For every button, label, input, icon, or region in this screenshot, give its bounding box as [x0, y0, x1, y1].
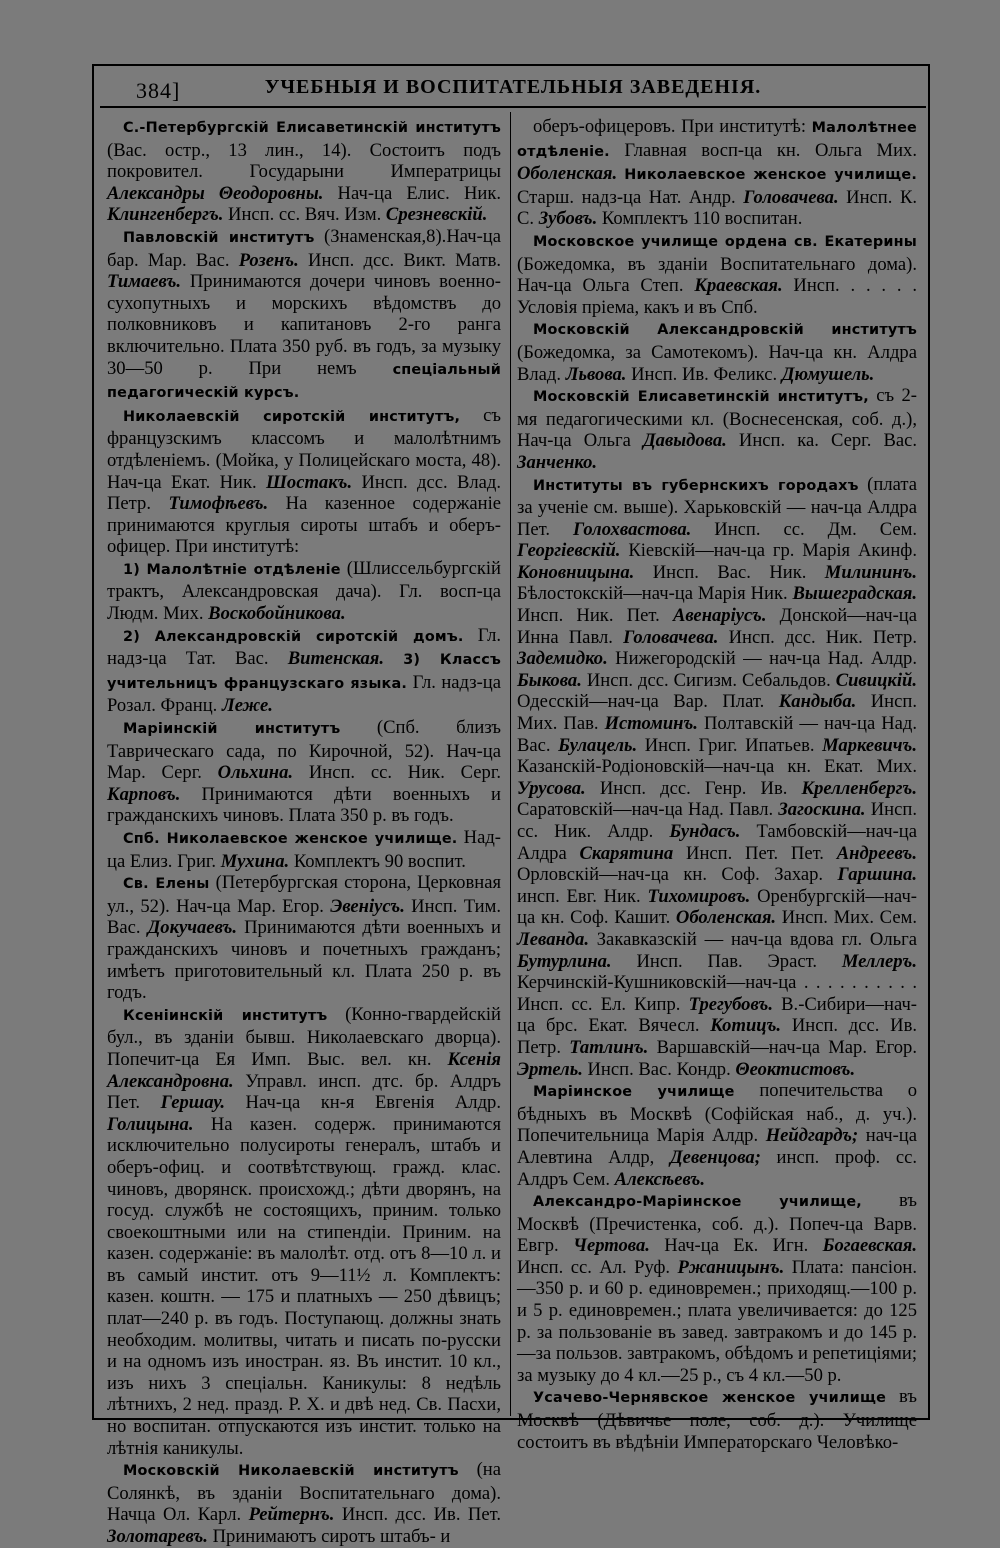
entry-heading: Павловскій институтъ	[123, 229, 315, 246]
person-name: Леванда.	[517, 928, 589, 950]
entry-text: Принимаются дочери чиновъ военно-сухопутныхъ и морскихъ вѣдомствъ до полковниковъ и капитановъ 2-го ранга включительно. Плата 350 руб. въ годъ, за музыку 30—50 р. При немъ	[107, 271, 501, 379]
person-name: Задемидко.	[517, 648, 608, 670]
person-name: Оболенская.	[675, 907, 777, 929]
person-name: Леже.	[221, 695, 273, 717]
entry-text: (Знаменская,8).Нач-ца бар. Мар. Вас.	[107, 225, 501, 271]
person-name: Георгіевскій.	[517, 540, 621, 562]
person-name: Мухина.	[220, 850, 290, 872]
entry-text: Оренбургскій—нач-ца кн. Соф. Кашит.	[517, 885, 917, 929]
entry-text: Инсп. Григ. Ипатьев.	[637, 734, 823, 756]
entry-text: Принимаютъ сиротъ штабъ- и	[207, 1526, 451, 1547]
entry-heading: Николаевскій сиротскій институтъ,	[123, 408, 461, 425]
person-name: Крелленбергъ.	[801, 777, 917, 799]
entry-text: Инсп. ка. Серг. Вас.	[726, 430, 918, 452]
person-name: Карповъ.	[107, 783, 181, 805]
person-name: Розенъ.	[238, 249, 299, 271]
entry-text: съ 2-мя педагогическими кл. (Воснесенская, соб. д.), Нач-ца Ольга	[517, 385, 917, 452]
person-name: Бундасъ.	[669, 821, 741, 842]
entry-heading: 3) Классъ учительницъ французскаго языка.	[107, 652, 501, 692]
column-divider	[510, 112, 511, 1416]
entry	[107, 405, 501, 558]
entry	[107, 827, 501, 872]
entry	[107, 226, 501, 405]
entry-heading: Московское училище ордена св. Екатерины	[533, 233, 917, 250]
entry-text: Инсп. сс. Дм. Сем.	[691, 518, 917, 540]
entry-text: Одесскій—нач-ца Вар. Плат.	[517, 691, 779, 713]
person-name: Меллеръ.	[841, 950, 917, 972]
entry-heading: Малолѣтнее отдѣленіе.	[517, 120, 917, 160]
person-name: Коновницына.	[517, 561, 635, 583]
entry-text: Саратовскій—нач-ца Над. Павл.	[517, 799, 779, 821]
entry-text: Инсп. дсс. Ник. Петр.	[718, 626, 917, 648]
entry-heading: 2) Александровскій сиротскій домъ.	[123, 628, 464, 645]
entry-text: въ Москвѣ (Пречистенка, соб. д.). Попеч-ца Варв. Евгр.	[517, 1190, 917, 1257]
entry-text: Инсп. сс. Ал. Руф.	[517, 1256, 678, 1278]
entry-text: В.-Сибири—нач-ца брс. Екат. Вячесл.	[517, 993, 917, 1037]
person-name: Кандыба.	[778, 691, 857, 713]
person-name: Ольхина.	[217, 762, 294, 784]
left-column	[107, 116, 502, 1547]
entry	[107, 558, 501, 625]
person-name: Бутурлина.	[517, 950, 612, 972]
entry-text: Инсп. дсс. Ив. Пет.	[334, 1504, 501, 1526]
entry	[517, 385, 917, 473]
entry-heading: Усачево-Чернявское женское училище	[533, 1390, 887, 1407]
entry	[107, 1459, 501, 1547]
person-name: Девенцова;	[669, 1146, 761, 1168]
person-name: Татлинъ.	[569, 1036, 649, 1058]
person-name: Быкова.	[517, 669, 582, 691]
entry-text: Над-ца Елиз. Григ.	[107, 827, 501, 872]
entry-text: Гл. надз-ца Тат. Вас.	[107, 624, 501, 670]
person-name: Авенаріусъ.	[672, 605, 767, 627]
entry-text: Инсп. Пав. Эраст.	[611, 950, 842, 972]
person-name: Эртель.	[517, 1058, 583, 1080]
person-name: Милининъ.	[824, 561, 917, 583]
entry-text: (Шлиссельбургскій трактъ, Александровская дача). Гл. восп-ца Людм. Мих.	[107, 557, 501, 625]
entry	[517, 1386, 917, 1453]
entry-text: Инсп. Мих. Пав.	[517, 691, 917, 735]
person-name: Занченко.	[517, 451, 598, 473]
entry-heading: Александро-Маріинское училище,	[533, 1194, 862, 1211]
entry-text: (Петербургская сторона, Церковная ул., 52). Нач-ца Мар. Егор.	[107, 872, 501, 917]
entry-text: оберъ-офицеровъ. При институтѣ:	[533, 116, 812, 137]
entry-text: Старш. надз-ца Нат. Андр.	[517, 186, 744, 208]
entry-text: Управл. инсп. дтс. бр. Алдръ Пет.	[107, 1070, 501, 1114]
entry-heading: Ксеніинскій институтъ	[123, 1007, 328, 1024]
person-name: Головачева.	[743, 186, 839, 208]
entry-heading: Московскій Елисаветинскій институтъ,	[533, 389, 869, 406]
person-name: Ржаницынъ.	[677, 1256, 785, 1278]
entry-text: Инсп. дсс. Генр. Ив.	[585, 777, 802, 799]
entry-text: Комплектъ 90 воспит.	[289, 850, 466, 872]
entry-heading: С.-Петербургскій Елисаветинскій институтъ	[123, 120, 501, 136]
person-name: Андреевъ.	[836, 842, 917, 864]
entry	[107, 1004, 501, 1459]
person-name: Рейтернъ.	[248, 1504, 335, 1526]
entry-text: Донской—нач-ца Инна Павл.	[517, 605, 918, 648]
person-name: Чертова.	[573, 1235, 650, 1257]
entry-text: Тамбовскій—нач-ца Алдра	[517, 821, 917, 864]
entry	[517, 1190, 917, 1386]
person-name: Золотаревъ.	[107, 1526, 208, 1547]
entry-text: (Конно-гвардейскій бул., въ зданіи бывш. Николаевскаго дворца). Попечит-ца Ея Имп. Выс. вел. кн.	[107, 1003, 501, 1070]
person-name: Вышеградская.	[792, 583, 917, 605]
entry-text: (на Солянкѣ, въ зданіи Воспитательнаго дома). Начца Ол. Карл.	[107, 1459, 502, 1526]
entry-text: Инсп. Пет. Пет.	[673, 842, 837, 864]
person-name: Голицына.	[107, 1113, 194, 1135]
entry-text: Полтавскій — нач-ца Над. Вас.	[517, 713, 917, 756]
person-name: Алексѣевъ.	[614, 1168, 705, 1190]
entry-text: Принимаются дѣти военныхъ и гражданскихъ чиновъ. Плата 350 р. въ годъ.	[107, 783, 501, 827]
entry-text: (Спб. близъ Таврическаго сада, по Кирочной, 52). Нач-ца Мар. Серг.	[107, 717, 501, 784]
entry	[517, 116, 917, 230]
entry-text: (плата за ученіе см. выше). Харьковскій — нач-ца Алдра Пет.	[517, 473, 917, 540]
person-name: Головачева.	[623, 626, 719, 648]
person-name: Булацель.	[558, 734, 638, 756]
person-name: Шостакъ.	[265, 471, 353, 493]
entry	[517, 230, 917, 318]
entry-text: Плата: пансіон.—350 р. и 60 р. единовремен.; приходящ.—100 р. и 5 р. единовремен.; плата увеличивается: до 125 р. за пользованіе въ завед. завтракомъ и до 145 р.—за пользов. завтракомъ, обѣдомъ и репетиціями; за музыку до 4 кл.—25 р., съ 4 кл.—50 р.	[517, 1256, 918, 1386]
entry-text: Инсп. дсс. Ив. Петр.	[517, 1015, 917, 1058]
entry-text: Инсп. Ник. Пет.	[517, 605, 673, 627]
entry-text: Инсп. Вас. Ник.	[634, 561, 825, 583]
person-name: Трегубовъ.	[688, 993, 773, 1015]
entry	[107, 872, 501, 1004]
entry-heading: Институты въ губернскихъ городахъ	[533, 477, 859, 494]
entry-text: Варшавскій—нач-ца Мар. Егор.	[648, 1036, 917, 1058]
entry-text: въ Москвѣ (Дѣвичье поле, соб. д.). Училище состоитъ въ вѣдѣніи Императорскаго Человѣко-	[517, 1386, 917, 1453]
person-name: Тихомировъ.	[647, 885, 751, 907]
entry-heading: Св. Елены	[123, 876, 210, 893]
entry-text: Инсп. Вас. Кондр.	[582, 1058, 736, 1080]
person-name: Гершау.	[160, 1092, 226, 1114]
person-name: Сивицкій.	[835, 669, 917, 691]
entry-text: На казенное содержаніе принимаются круглыя сироты штабъ и оберъ-офицер. При институтѣ:	[107, 493, 501, 558]
person-name: Истоминъ.	[604, 713, 698, 735]
person-name: Краевская.	[694, 275, 783, 297]
entry-heading: 1) Малолѣтніе отдѣленіе	[123, 561, 341, 578]
person-name: Нейдгардъ;	[765, 1125, 859, 1147]
entry-text: попечительства о бѣдныхъ въ Москвѣ (Софійская наб., д. уч.). Попечительница Марія Алдр.	[517, 1080, 917, 1147]
entry-text: Казанскій-Родіоновскій—нач-ца кн. Екат. Мих.	[517, 756, 917, 778]
entry-text: Инсп. сс. Ник. Серг.	[293, 762, 501, 784]
page-number: 384]	[136, 78, 181, 103]
entry-text: Инсп. дсс. Сигизм. Себальдов.	[581, 669, 836, 691]
person-name: Θеоктистовъ.	[735, 1058, 856, 1080]
person-name: Богаевская.	[822, 1235, 917, 1257]
person-name: Докучаевъ.	[147, 917, 238, 939]
entry-text: Кіевскій—нач-ца гр. Марія Акинф.	[620, 540, 917, 562]
entry-heading: Московскій Николаевскій институтъ	[123, 1463, 459, 1480]
person-name: Срезневскій.	[385, 204, 488, 226]
entry-heading: спеціальный педагогическій курсъ.	[107, 361, 501, 402]
entry	[517, 1080, 917, 1190]
entry-text: Нач-ца Елис. Ник.	[323, 182, 502, 204]
person-name: Загоскина.	[778, 799, 866, 821]
entry-text: Керчинскій-Кушниковскій—нач-ца . . . . . . . . . . Инсп. сс. Ел. Кипр.	[517, 972, 917, 1015]
entry-text: Нач-ца Ек. Игн.	[649, 1235, 823, 1257]
entry-text: инсп. Евг. Ник.	[517, 885, 648, 907]
entry-text: Инсп. Тим. Вас.	[107, 895, 501, 939]
person-name: Давыдова.	[642, 430, 727, 452]
person-name: Тимаевъ.	[107, 271, 182, 293]
entry-text: Инсп. сс. Вяч. Изм.	[223, 204, 386, 226]
entry	[107, 116, 501, 226]
person-name: Дюмушель.	[781, 363, 875, 385]
entry-text: (Божедомка, въ зданіи Воспитательнаго дома). Нач-ца Ольга Степ.	[517, 253, 917, 297]
entry-heading: Московскій Александровскій институтъ	[533, 322, 917, 339]
person-name: Тимофѣевъ.	[168, 493, 269, 515]
person-name: Клингенбергъ.	[107, 204, 224, 226]
entry-text: Инсп. сс. Ник. Алдр.	[517, 799, 917, 842]
entry-text: Инсп. Мих. Сем.	[776, 907, 917, 929]
person-name: Маркевичъ.	[822, 734, 917, 756]
entry-text: (Вас. остр., 13 лин., 14). Состоитъ подъ покровител. Государыни Императрицы	[107, 139, 501, 183]
person-name: Котицъ.	[710, 1015, 782, 1037]
entry-text: нач-ца Алевтина Алдр,	[517, 1125, 917, 1168]
person-name: Эвеніусъ.	[330, 895, 405, 917]
person-name: Голохвастова.	[573, 518, 692, 540]
page-title: УЧЕБНЫЯ И ВОСПИТАТЕЛЬНЫЯ ЗАВЕДЕНІЯ.	[264, 76, 762, 98]
entry-text: Главная восп-ца кн. Ольга Мих.	[609, 139, 917, 161]
entry-text: Бѣлостокскій—нач-ца Марія Ник.	[517, 583, 793, 605]
entry-text: Принимаются дѣти военныхъ и гражданскихъ чиновъ и почетныхъ гражданъ; имѣетъ приготовительный кл. Плата 250 р. въ годъ.	[107, 917, 501, 1004]
person-name: Александры Θеодоровны.	[107, 182, 324, 204]
entry-text: Закавказскій — нач-ца вдова гл. Ольга	[588, 928, 917, 950]
person-name: Гаршина.	[837, 864, 917, 886]
entry-text: На казен. содерж. принимаются исключительно полусироты генералъ, штабъ и оберъ-офиц. и соотвѣтствующ. гражд. клас. чиновъ, дворянск. происхожд.; дѣти дворянъ, на госуд. службѣ не состоящихъ, приним. только своекоштными или на стипендіи. Приним. на казен. содержаніе: въ малолѣт. отд. отъ 8—10 л. и въ самый инстит. отъ 9—11½ л. Комплектъ: казен. коштн. — 175 и платныхъ — 250 дѣвицъ; плат—240 р. въ годъ. Поступающ. должны знать необходим. молитвы, читать и писать по-русски и на одномъ изъ иностран. яз. Въ инстит. 10 кл., изъ нихъ 3 спеціальн. Каникулы: 8 недѣль лѣтнихъ, 2 нед. празд. Р. Х. и двѣ нед. Св. Пасхи, но воспитан. отпускаются изъ инстит. только на лѣтнія каникулы.	[107, 1113, 501, 1459]
person-name: Витенская.	[287, 648, 385, 670]
person-name: Воскобойникова.	[208, 603, 346, 625]
entry	[107, 625, 501, 717]
entry-text: Орловскій—нач-ца кн. Соф. Захар.	[517, 864, 838, 886]
entry-text: Нижегородскій — нач-ца Над. Алдр.	[607, 648, 917, 670]
entry-text: Гл. надз-ца Розал. Франц.	[107, 671, 501, 717]
entry-text: съ французскимъ классомъ и малолѣтнимъ отдѣленіемъ. (Мойка, у Полицейскаго моста, 48). Нач-ца Екат. Ник.	[107, 404, 501, 493]
entry	[517, 318, 917, 385]
entry-text: (Божедомка, за Самотекомъ). Нач-ца кн. Алдра Влад.	[517, 341, 917, 385]
entry	[517, 474, 917, 1081]
person-name: Оболенская.	[517, 163, 618, 185]
person-name: Ксенія Александровна.	[107, 1048, 501, 1092]
entry-text	[384, 648, 403, 669]
right-column	[517, 116, 918, 1453]
entry-text: Инсп. дсс. Викт. Матв.	[298, 249, 502, 271]
entry-text: Инсп. дсс. Влад. Петр.	[107, 471, 501, 515]
entry-text: Инсп. К. С.	[517, 186, 918, 230]
entry-text: инсп. проф. сс. Алдръ Сем.	[517, 1146, 918, 1190]
entry-heading: Николаевское женское училище.	[624, 167, 917, 184]
entry-text: Нач-ца кн-я Евгенія Алдр.	[225, 1092, 501, 1114]
entry-heading: Спб. Николаевское женское училище.	[123, 831, 458, 847]
entry-text: Инсп. Ив. Феликс.	[626, 363, 782, 385]
person-name: Зубовъ.	[538, 208, 598, 230]
person-name: Урусова.	[517, 777, 586, 799]
entry-heading: Маріинское училище	[533, 1084, 735, 1101]
entry	[107, 717, 501, 827]
running-header	[100, 72, 926, 108]
entry-heading: Маріинскій институтъ	[123, 721, 341, 738]
entry-text: Инсп. . . . . . Условія пріема, какъ и въ Спб.	[517, 275, 917, 318]
person-name: Львова.	[565, 363, 627, 385]
entry-text: Комплектъ 110 воспитан.	[597, 208, 803, 230]
person-name: Скарятина	[579, 842, 674, 864]
